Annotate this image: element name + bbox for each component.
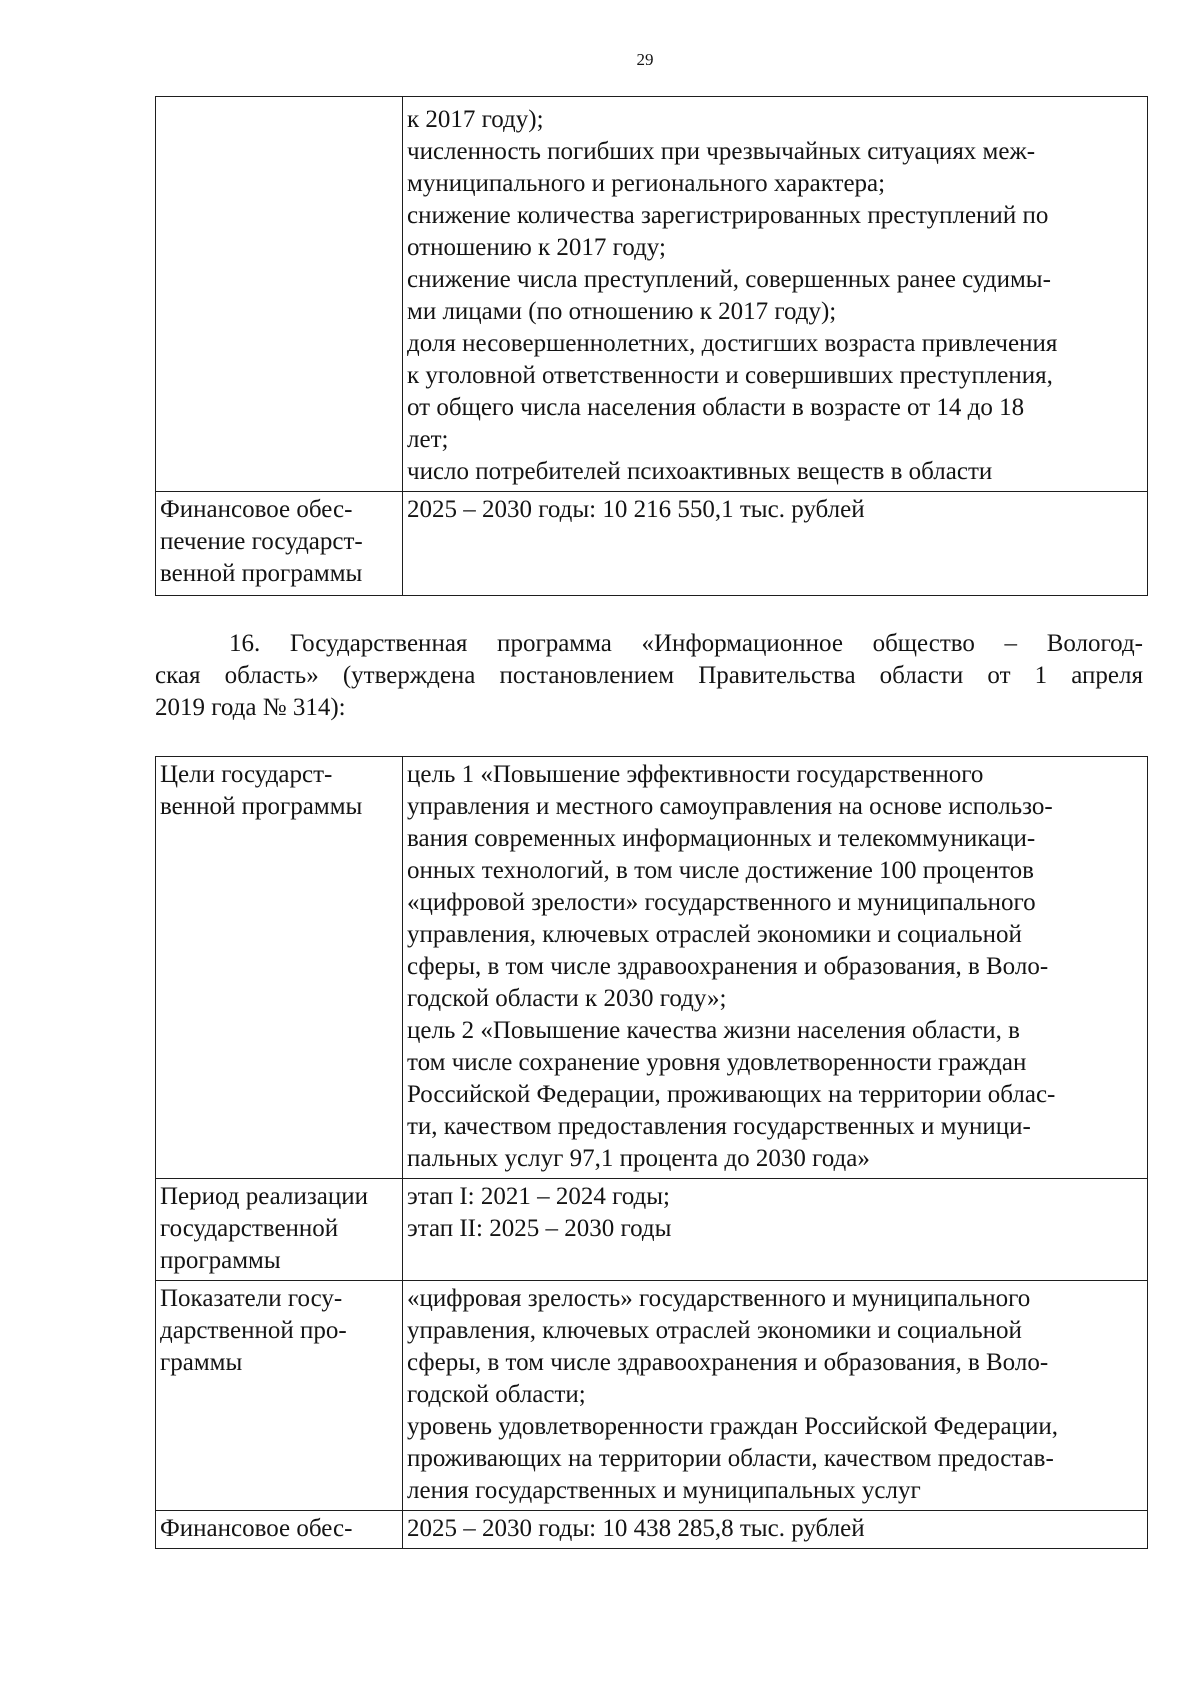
finance-label-cell	[156, 1511, 403, 1549]
program-passport-table	[155, 756, 1148, 1549]
table-row	[156, 1179, 1148, 1281]
period-value-cell	[403, 1179, 1148, 1281]
text-line: Финансовое обес-	[160, 1515, 353, 1542]
text-line: доля несовершеннолетних, достигших возраста привлечения	[407, 330, 1058, 357]
text-line: Период реализации	[160, 1183, 368, 1210]
text-line: вания современных информационных и телекоммуникаци-	[407, 825, 1036, 852]
text-line: государственной	[160, 1215, 339, 1242]
text-line: ская область» (утверждена постановлением Правительства области от 1 апреля	[155, 662, 1143, 689]
text-line: снижение количества зарегистрированных преступлений по	[407, 202, 1049, 229]
text-line: уровень удовлетворенности граждан Российской Федерации,	[407, 1413, 1059, 1440]
page-number: 29	[636, 50, 654, 69]
table-row	[156, 757, 1148, 1179]
goals-value-cell	[403, 757, 1148, 1179]
text-line: годской области;	[407, 1381, 586, 1408]
text-line: этап II: 2025 – 2030 годы	[407, 1215, 672, 1242]
text-line: печение государст-	[160, 528, 363, 555]
finance-label-cell	[156, 492, 403, 596]
text-line: Цели государст-	[160, 761, 333, 788]
text-line: венной программы	[160, 793, 363, 820]
text-line: управления, ключевых отраслей экономики и социальной	[407, 921, 1022, 948]
table-row	[156, 1511, 1148, 1549]
text-line: цель 2 «Повышение качества жизни населения области, в	[407, 1017, 1020, 1044]
text-line: цель 1 «Повышение эффективности государственного	[407, 761, 984, 788]
text-line: сферы, в том числе здравоохранения и образования, в Воло-	[407, 1349, 1049, 1376]
text-line: «цифровая зрелость» государственного и муниципального	[407, 1285, 1031, 1312]
table-row	[156, 1281, 1148, 1511]
text-line: от общего числа населения области в возрасте от 14 до 18	[407, 394, 1025, 421]
indicators-label-cell	[156, 1281, 403, 1511]
text-line: пальных услуг 97,1 процента до 2030 года»	[407, 1145, 870, 1172]
text-line: «цифровой зрелости» государственного и муниципального	[407, 889, 1036, 916]
goals-label-cell	[156, 757, 403, 1179]
finance-value-cell	[403, 1511, 1148, 1549]
text-line: ления государственных и муниципальных услуг	[407, 1477, 921, 1504]
text-line: онных технологий, в том числе достижение 100 процентов	[407, 857, 1034, 884]
program-heading-paragraph	[155, 628, 1143, 724]
text-line: программы	[160, 1247, 281, 1274]
table-row	[156, 97, 1148, 492]
text-line: снижение числа преступлений, совершенных ранее судимы-	[407, 266, 1051, 293]
text-line: отношению к 2017 году;	[407, 234, 666, 261]
text-line: 16. Государственная программа «Информационное общество – Вологод-	[229, 630, 1143, 657]
table-row	[156, 492, 1148, 596]
text-line: лет;	[407, 426, 449, 453]
text-line: управления, ключевых отраслей экономики и социальной	[407, 1317, 1022, 1344]
period-label-cell	[156, 1179, 403, 1281]
text-line: 2025 – 2030 годы: 10 216 550,1 тыс. рублей	[407, 496, 865, 523]
text-line: граммы	[160, 1349, 243, 1376]
text-line: этап I: 2021 – 2024 годы;	[407, 1183, 671, 1210]
text-line: управления и местного самоуправления на основе использо-	[407, 793, 1053, 820]
text-line: дарственной про-	[160, 1317, 347, 1344]
text-line: том числе сохранение уровня удовлетворенности граждан	[407, 1049, 1027, 1076]
text-line: ти, качеством предоставления государственных и муници-	[407, 1113, 1031, 1140]
indicators-continuation-cell	[403, 97, 1148, 492]
empty-label-cell	[156, 97, 403, 492]
text-line: проживающих на территории области, качеством предостав-	[407, 1445, 1054, 1472]
text-line: сферы, в том числе здравоохранения и образования, в Воло-	[407, 953, 1049, 980]
text-line: Показатели госу-	[160, 1285, 343, 1312]
text-line: к 2017 году);	[407, 106, 544, 133]
text-line: к уголовной ответственности и совершивших преступления,	[407, 362, 1053, 389]
text-line: число потребителей психоактивных веществ в области	[407, 458, 993, 485]
text-line: годской области к 2030 году»;	[407, 985, 727, 1012]
text-line: муниципального и регионального характера;	[407, 170, 886, 197]
text-line: численность погибших при чрезвычайных ситуациях меж-	[407, 138, 1036, 165]
text-line: Российской Федерации, проживающих на территории облас-	[407, 1081, 1056, 1108]
text-line: ми лицами (по отношению к 2017 году);	[407, 298, 837, 325]
text-line: венной программы	[160, 560, 363, 587]
finance-value-cell	[403, 492, 1148, 596]
text-line: 2025 – 2030 годы: 10 438 285,8 тыс. рублей	[407, 1515, 865, 1542]
text-line: 2019 года № 314):	[155, 694, 346, 721]
program-passport-table-continued	[155, 96, 1148, 596]
text-line: Финансовое обес-	[160, 496, 353, 523]
indicators-value-cell	[403, 1281, 1148, 1511]
